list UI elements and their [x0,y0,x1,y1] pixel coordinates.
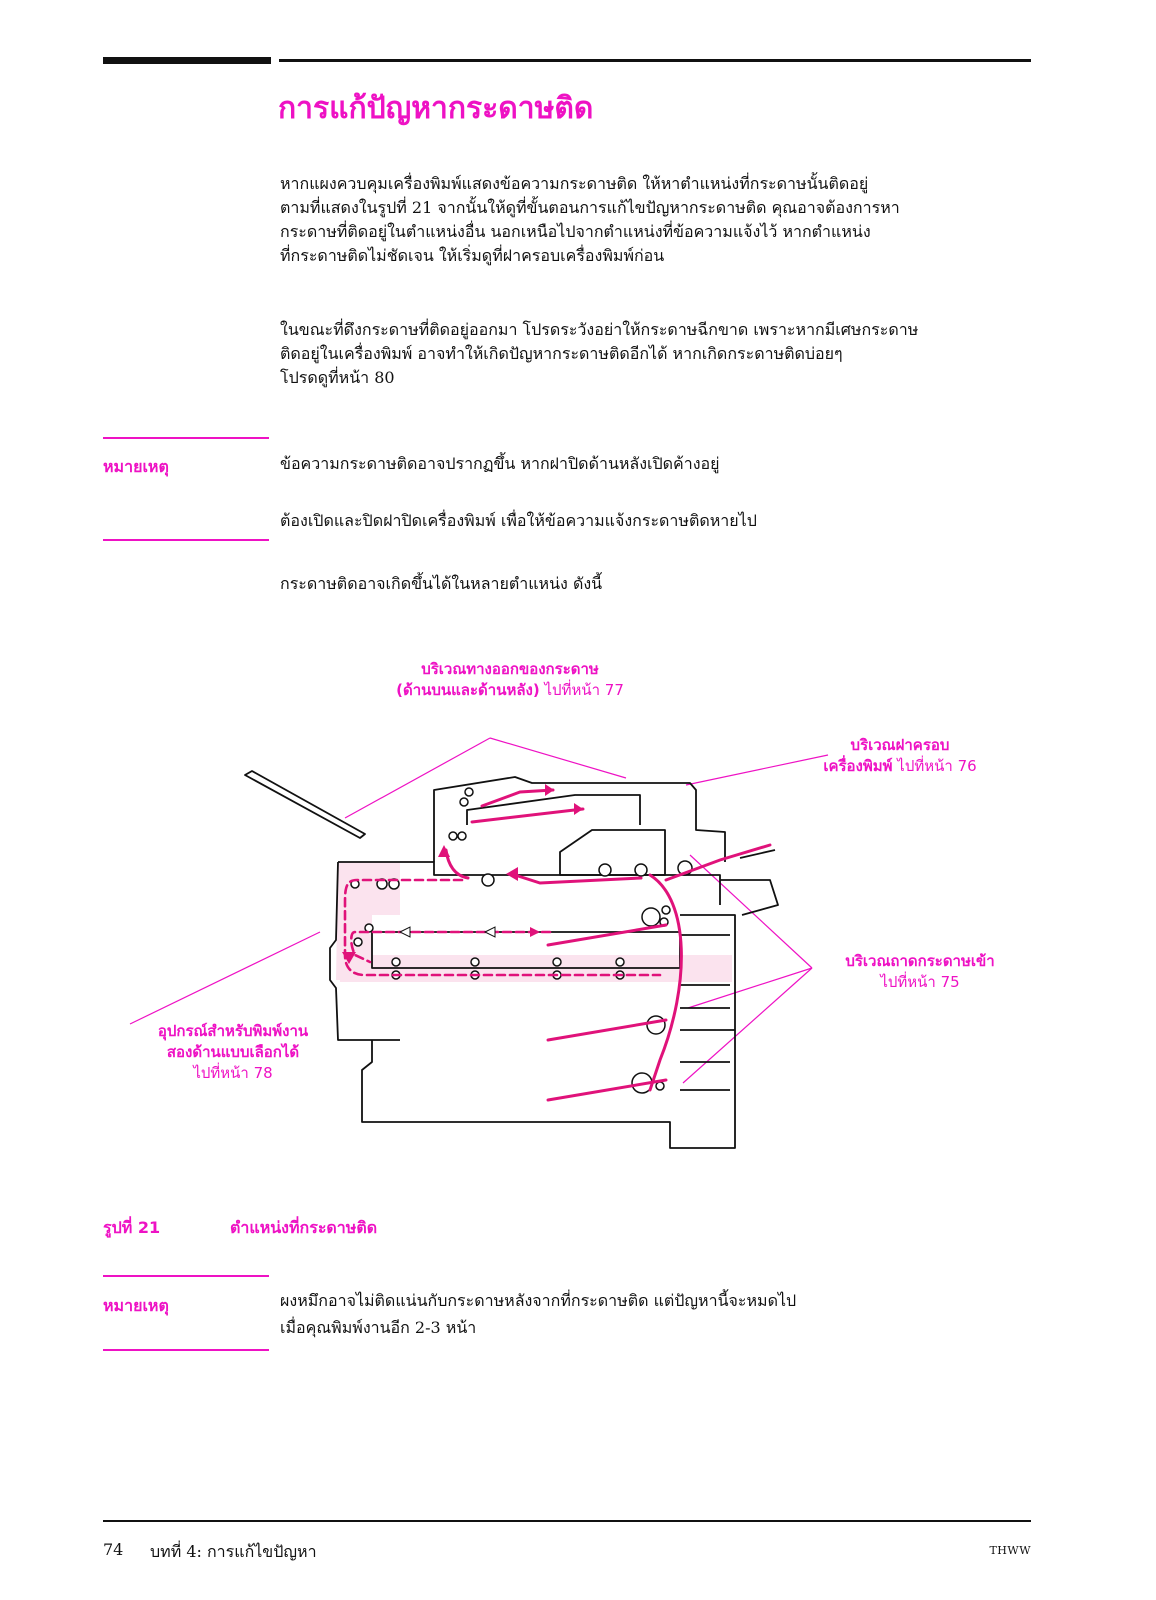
figure-number: รูปที่ 21 [103,1218,161,1237]
intro-line: ที่กระดาษติดไม่ชัดเจน ให้เริ่มดูที่ฝาครอบเครื่องพิมพ์ก่อน [280,246,665,265]
callout-output-title: บริเวณทางออกของกระดาษ [421,660,599,678]
footer-chapter: บทที่ 4: การแก้ไขปัญหา [150,1542,317,1561]
callout-tray-title: บริเวณถาดกระดาษเข้า [845,952,995,970]
paper-path-top-output [472,809,583,822]
paper-path-tray1 [548,925,666,945]
note-text: ผงหมึกอาจไม่ติดแน่นกับกระดาษหลังจากที่กระดาษติด แต่ปัญหานี้จะหมดไป [280,1291,797,1310]
rollers [351,788,692,1093]
leader-line [686,755,828,785]
intro-line: ตามที่แสดงในรูปที่ 21 จากนั้นให้ดูที่ขั้นตอนการแก้ไขปัญหากระดาษติด คุณอาจต้องการหา [280,198,900,217]
locations-intro: กระดาษติดอาจเกิดขึ้นได้ในหลายตำแหน่ง ดังนี้ [280,574,603,593]
footer-rule [103,1520,1031,1522]
callout-tray-page-ref[interactable]: ไปที่หน้า 75 [880,973,960,991]
leader-line [130,932,320,1024]
note-text: ต้องเปิดและปิดฝาปิดเครื่องพิมพ์ เพื่อให้ข้อความแจ้งกระดาษติดหายไป [280,511,757,530]
caution-line: ในขณะที่ดึงกระดาษที่ติดอยู่ออกมา โปรดระวังอย่าให้กระดาษฉีกขาด เพราะหากมีเศษกระดาษ [280,320,919,339]
figure-caption: ตำแหน่งที่กระดาษติด [230,1218,378,1237]
footer-code: THWW [989,1544,1031,1557]
callout-duplex-title: อุปกรณ์สำหรับพิมพ์งาน [157,1022,309,1040]
leader-line [345,738,490,818]
note-label: หมายเหตุ [103,457,169,476]
callout-cover-subtitle: เครื่องพิมพ์ [823,757,893,775]
intro-line: กระดาษที่ติดอยู่ในตำแหน่งอื่น นอกเหนือไปจากตำแหน่งที่ข้อความแจ้งไว้ หากตำแหน่ง [280,222,871,241]
output-tray-extension [245,771,365,838]
leader-line [490,738,626,778]
note-rule-top [103,1275,269,1277]
note-rule-bottom [103,1349,269,1351]
callout-output-page-ref[interactable]: ไปที่หน้า 77 [539,681,624,699]
page-title: การแก้ปัญหากระดาษติด [278,91,594,126]
intro-line: หากแผงควบคุมเครื่องพิมพ์แสดงข้อความกระดาษติด ให้หาตำแหน่งที่กระดาษนั้นติดอยู่ [280,174,869,193]
caution-line: ติดอยู่ในเครื่องพิมพ์ อาจทำให้เกิดปัญหากระดาษติดอีกได้ หากเกิดกระดาษติดบ่อยๆ [280,344,843,363]
paper-path-riser [446,850,468,878]
note-text: ข้อความกระดาษติดอาจปรากฏขึ้น หากฝาปิดด้านหลังเปิดค้างอยู่ [280,454,720,473]
callout-duplex-page-ref[interactable]: ไปที่หน้า 78 [193,1064,273,1082]
callout-duplex-subtitle: สองด้านแบบเลือกได้ [166,1043,300,1061]
callout-cover-page-ref[interactable]: ไปที่หน้า 76 [892,757,977,775]
leader-line [690,855,812,968]
paper-paths [446,790,770,1100]
callout-leader-lines [130,738,828,1083]
note-label: หมายเหตุ [103,1296,169,1315]
paper-path-return [515,875,641,883]
note-text: เมื่อคุณพิมพ์งานอีก 2-3 หน้า [280,1318,477,1337]
footer-page-number: 74 [103,1540,124,1559]
callout-output-subtitle: (ด้านบนและด้านหลัง) [396,681,540,699]
caution-line: โปรดดูที่หน้า 80 [280,368,395,387]
callout-cover-title: บริเวณฝาครอบ [850,736,950,754]
